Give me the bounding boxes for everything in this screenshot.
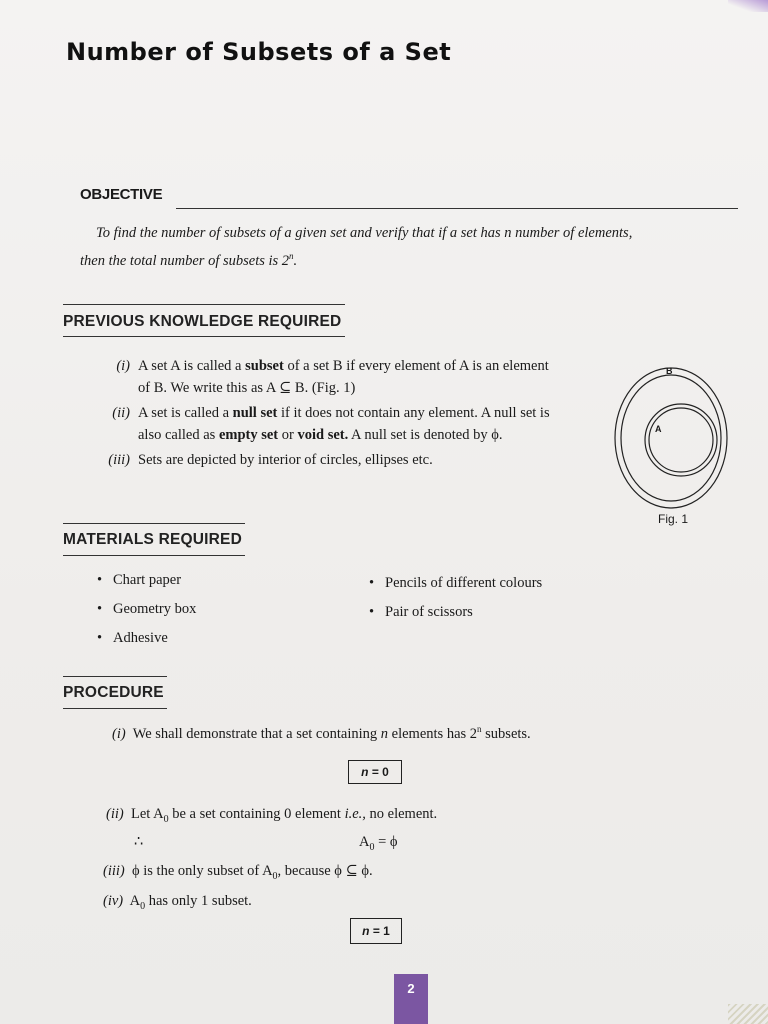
therefore-symbol: ∴ (134, 834, 144, 850)
objective-rule (176, 208, 738, 209)
page-corner-accent (728, 0, 768, 12)
variable-n: n (380, 725, 389, 742)
materials-top-rule (63, 523, 245, 524)
step-number: (iv) (103, 893, 124, 909)
eq-lhs: A (359, 834, 370, 850)
box-variable: n (362, 924, 370, 938)
step-text: A (129, 893, 141, 909)
set-a-outer-circle (645, 404, 717, 476)
step-text: no element. (365, 806, 438, 822)
materials-heading: MATERIALS REQUIRED (63, 531, 242, 548)
objective-line-1: To find the number of subsets of a given set and verify that if a set has n number of elements, (96, 225, 633, 241)
term-null-set: null set (232, 405, 278, 421)
item-text: A set is called a (138, 405, 233, 421)
objective-line-2-text: then the total number of subsets is 2 (80, 252, 290, 269)
label-set-b: B (666, 366, 673, 376)
box-value: = 1 (369, 924, 390, 938)
step-text: subsets. (481, 725, 531, 742)
procedure-step-3 (103, 863, 373, 882)
previous-knowledge-heading: PREVIOUS KNOWLEDGE REQUIRED (63, 313, 342, 330)
subscript: 0 (163, 813, 169, 825)
set-b-inner-ring (621, 375, 721, 501)
step-number: (iii) (103, 863, 125, 879)
procedure-top-rule (63, 676, 167, 677)
objective-exponent: n (289, 251, 294, 261)
procedure-heading: PROCEDURE (63, 684, 164, 701)
item-text: if it does not contain any element. A null set is also called as (138, 405, 550, 443)
item-text: A set A is called a (138, 358, 246, 374)
term-empty-set: empty set (218, 427, 279, 443)
list-item: • Pencils of different colours (369, 569, 542, 598)
item-text: of a set B if every element of A is an element of B. We write this as A ⊆ B. (Fig. 1) (138, 358, 549, 396)
step-text: has only 1 subset. (145, 893, 252, 909)
item-number: (iii) (108, 452, 130, 468)
eq-rhs: = ϕ (374, 834, 398, 850)
step-text: , because ϕ ⊆ ϕ. (277, 863, 373, 879)
list-item (104, 449, 564, 471)
case-box-n-1 (350, 918, 402, 944)
list-item (104, 402, 564, 446)
page-number: 2 (394, 974, 428, 1024)
step-number: (ii) (106, 806, 124, 822)
pk-top-rule (63, 304, 345, 305)
venn-diagram-svg (612, 360, 736, 510)
previous-knowledge-list (104, 355, 564, 474)
procedure-bottom-rule (63, 708, 167, 709)
subscript: 0 (140, 900, 146, 912)
materials-bottom-rule (63, 555, 245, 556)
step-text: be a set containing 0 element (168, 806, 345, 822)
exponent: n (477, 724, 482, 734)
figure-caption: Fig. 1 (658, 512, 689, 526)
step-text: ϕ is the only subset of A (132, 863, 273, 879)
equation-a0-empty (359, 834, 398, 853)
procedure-step-2 (106, 806, 437, 825)
term-subset: subset (245, 358, 284, 374)
step-text-italic: i.e., (344, 806, 366, 822)
materials-list-left (97, 566, 196, 653)
procedure-step-1 (112, 724, 531, 743)
item-text: Sets are depicted by interior of circles, ellipses etc. (138, 452, 433, 468)
page-corner-texture (728, 1004, 768, 1024)
step-number: (i) (112, 725, 126, 742)
item-number: (ii) (112, 405, 130, 421)
case-box-n-0 (348, 760, 402, 784)
materials-list-right (369, 569, 542, 627)
step-text: We shall demonstrate that a set containing (132, 725, 381, 742)
procedure-step-4 (103, 893, 252, 912)
step-text: elements has 2 (388, 725, 478, 742)
page-title: Number of Subsets of a Set (66, 38, 452, 66)
list-item: • Adhesive (97, 624, 196, 653)
subscript: 0 (272, 870, 278, 882)
item-text: or (278, 427, 298, 443)
item-text: A null set is denoted by ϕ. (348, 427, 503, 443)
set-a-inner-ring (649, 408, 713, 472)
venn-figure (612, 360, 736, 510)
objective-heading: OBJECTIVE (80, 186, 163, 203)
term-void-set: void set. (297, 427, 349, 443)
box-value: = 0 (368, 765, 389, 779)
list-item: • Chart paper (97, 566, 196, 595)
objective-line-2 (80, 253, 297, 269)
label-set-a: A (655, 424, 662, 434)
list-item (104, 355, 564, 399)
box-variable: n (361, 765, 369, 779)
list-item: • Pair of scissors (369, 598, 542, 627)
subscript: 0 (369, 841, 375, 853)
list-item: • Geometry box (97, 595, 196, 624)
objective-text (80, 222, 740, 273)
step-text: Let A (130, 806, 164, 822)
pk-bottom-rule (63, 336, 345, 337)
set-b-outer-circle (615, 368, 727, 508)
item-number: (i) (116, 358, 130, 374)
objective-period: . (293, 252, 298, 269)
